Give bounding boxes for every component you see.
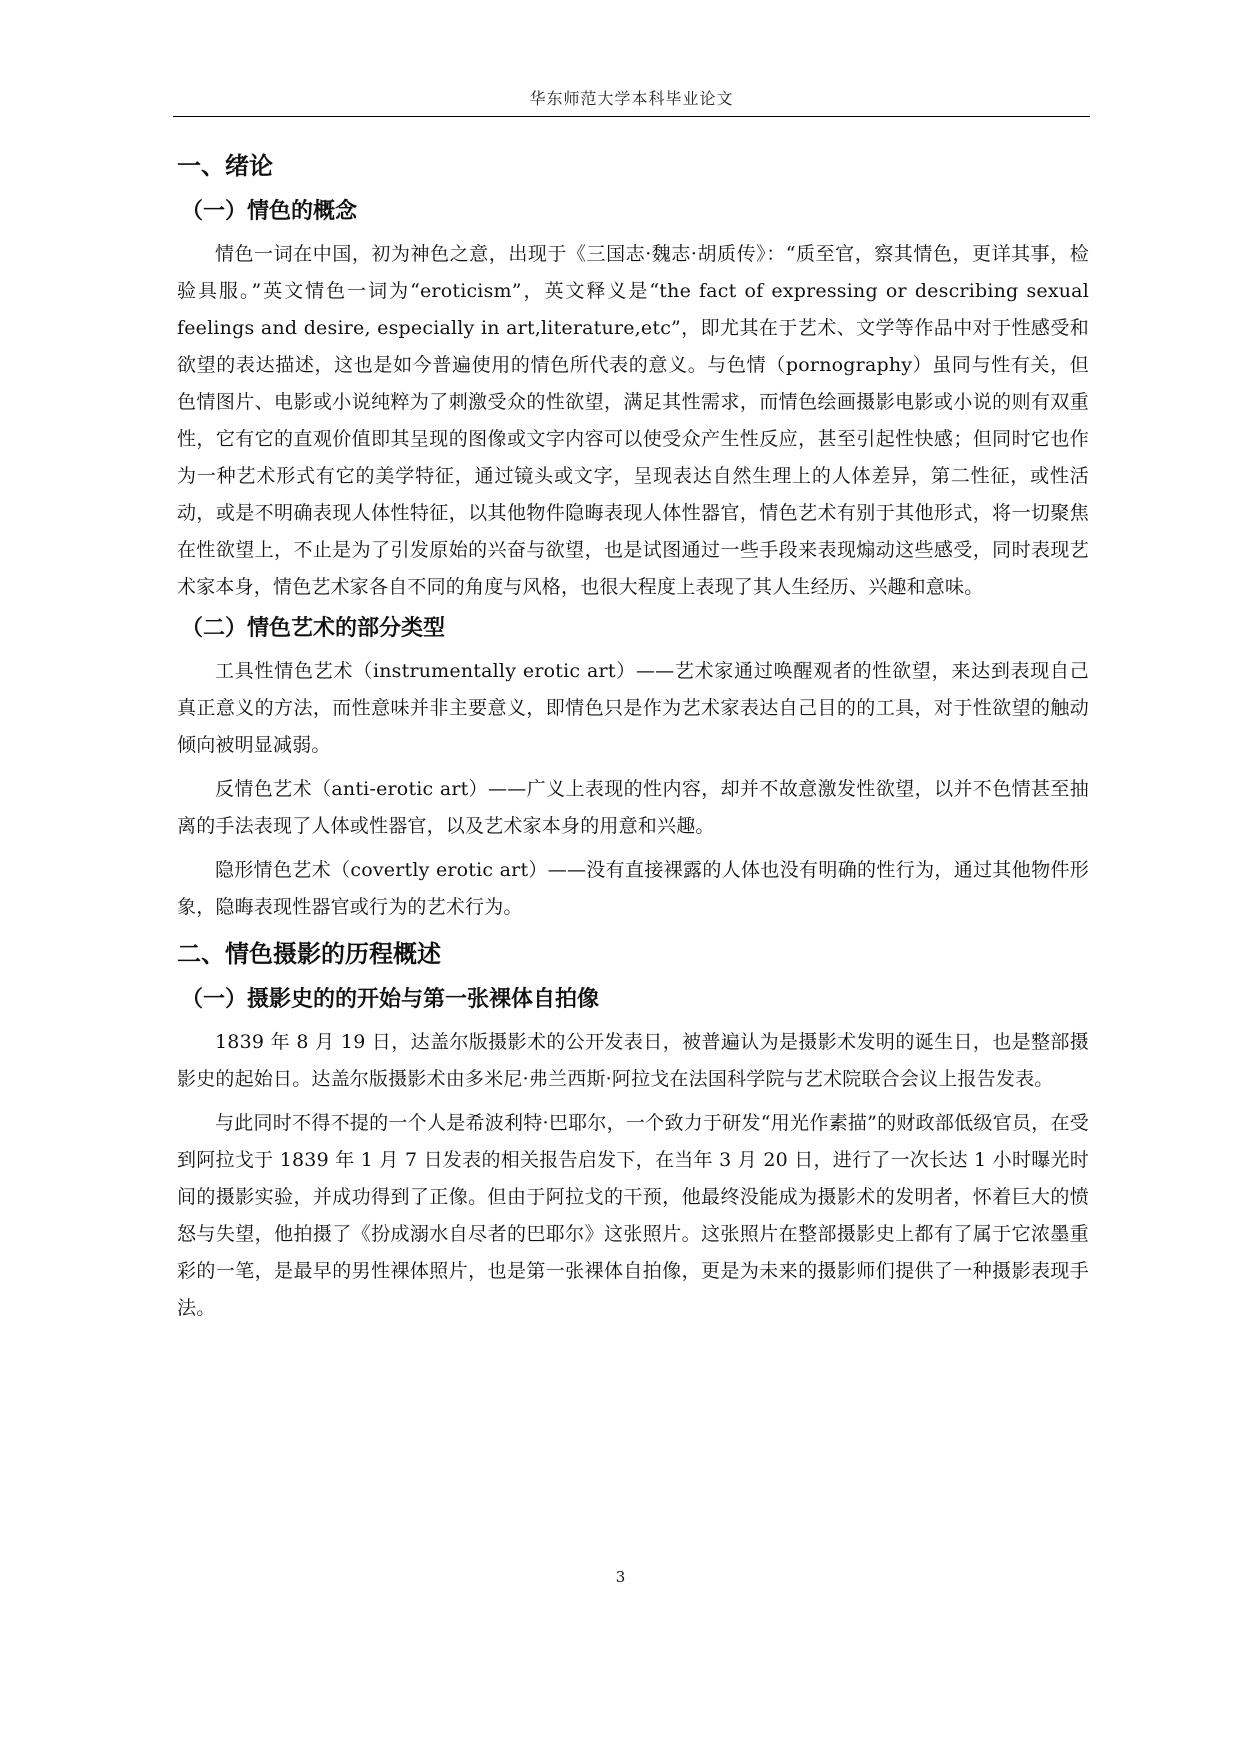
header-rule: [173, 116, 1090, 117]
subsection-heading-concept: （一）情色的概念: [181, 199, 358, 224]
paragraph-concept: 情色一词在中国，初为神色之意，出现于《三国志·魏志·胡质传》：“质至官，察其情色，更详其事，检验具服。”英文情色一词为“eroticism”，英文释义是“the fact of expressing or describing sexual feelings and desire, especially in art,literature,etc”，即尤其在于艺术、文学等作品中对于性感受和欲望的表达描述，这也是如今普遍使用的情色所代表的意义。与色情（pornography）虽同与性有关，但色情图片、电影或小说纯粹为了刺激受众的性欲望，满足其性需求，而情色绘画摄影电影或小说的则有双重性，它有它的直观价值即其呈现的图像或文字内容可以使受众产生性反应，甚至引起性快感；但同时它也作为一种艺术形式有它的美学特征，通过镜头或文字，呈现表达自然生理上的人体差异，第二性征，或性活动，或是不明确表现人体性特征，以其他物件隐晦表现人体性器官，情色艺术有别于其他形式，将一切聚焦在性欲望上，不止是为了引发原始的兴奋与欲望，也是试图通过一些手段来表现煽动这些感受，同时表现艺术家本身，情色艺术家各自不同的角度与风格，也很大程度上表现了其人生经历、兴趣和意味。: [177, 243, 1089, 598]
subsection-heading-beginning: （一）摄影史的的开始与第一张裸体自拍像: [181, 987, 600, 1012]
running-header: 华东师范大学本科毕业论文: [529, 89, 734, 108]
paragraph-bayard: 与此同时不得不提的一个人是希波利特·巴耶尔，一个致力于研发“用光作素描”的财政部低级官员，在受到阿拉戈于 1839 年 1 月 7 日发表的相关报告启发下，在当年 3 月 20 日，进行了一次长达 1 小时曝光时间的摄影实验，并成功得到了正像。但由于阿拉戈的干预，他最终没能成为摄影术的发明者，怀着巨大的愤怒与失望，他拍摄了《扮成溺水自尽者的巴耶尔》这张照片。这张照片在整部摄影史上都有了属于它浓墨重彩的一笔，是最早的男性裸体照片，也是第一张裸体自拍像，更是为未来的摄影师们提供了一种摄影表现手法。: [177, 1112, 1089, 1319]
paragraph-daguerre: 1839 年 8 月 19 日，达盖尔版摄影术的公开发表日，被普遍认为是摄影术发明的诞生日，也是整部摄影史的起始日。达盖尔版摄影术由多米尼·弗兰西斯·阿拉戈在法国科学院与艺术院联合会议上报告发表。: [177, 1031, 1089, 1090]
page-number: 3: [615, 1568, 626, 1586]
subsection-heading-types: （二）情色艺术的部分类型: [181, 616, 446, 641]
body-content: [177, 138, 1089, 1334]
section-heading-history: 二、情色摄影的历程概述: [177, 940, 441, 968]
section-heading-introduction: 一、绪论: [177, 152, 273, 180]
paragraph-anti-erotic: 反情色艺术（anti-erotic art）——广义上表现的性内容，却并不故意激发性欲望，以并不色情甚至抽离的手法表现了人体或性器官，以及艺术家本身的用意和兴趣。: [177, 778, 1089, 837]
paragraph-instrumental: 工具性情色艺术（instrumentally erotic art）——艺术家通过唤醒观者的性欲望，来达到表现自己真正意义的方法，而性意味并非主要意义，即情色只是作为艺术家表达自己目的的工具，对于性欲望的触动倾向被明显减弱。: [177, 660, 1089, 756]
paragraph-covert: 隐形情色艺术（covertly erotic art）——没有直接裸露的人体也没有明确的性行为，通过其他物件形象，隐晦表现性器官或行为的艺术行为。: [177, 859, 1089, 918]
